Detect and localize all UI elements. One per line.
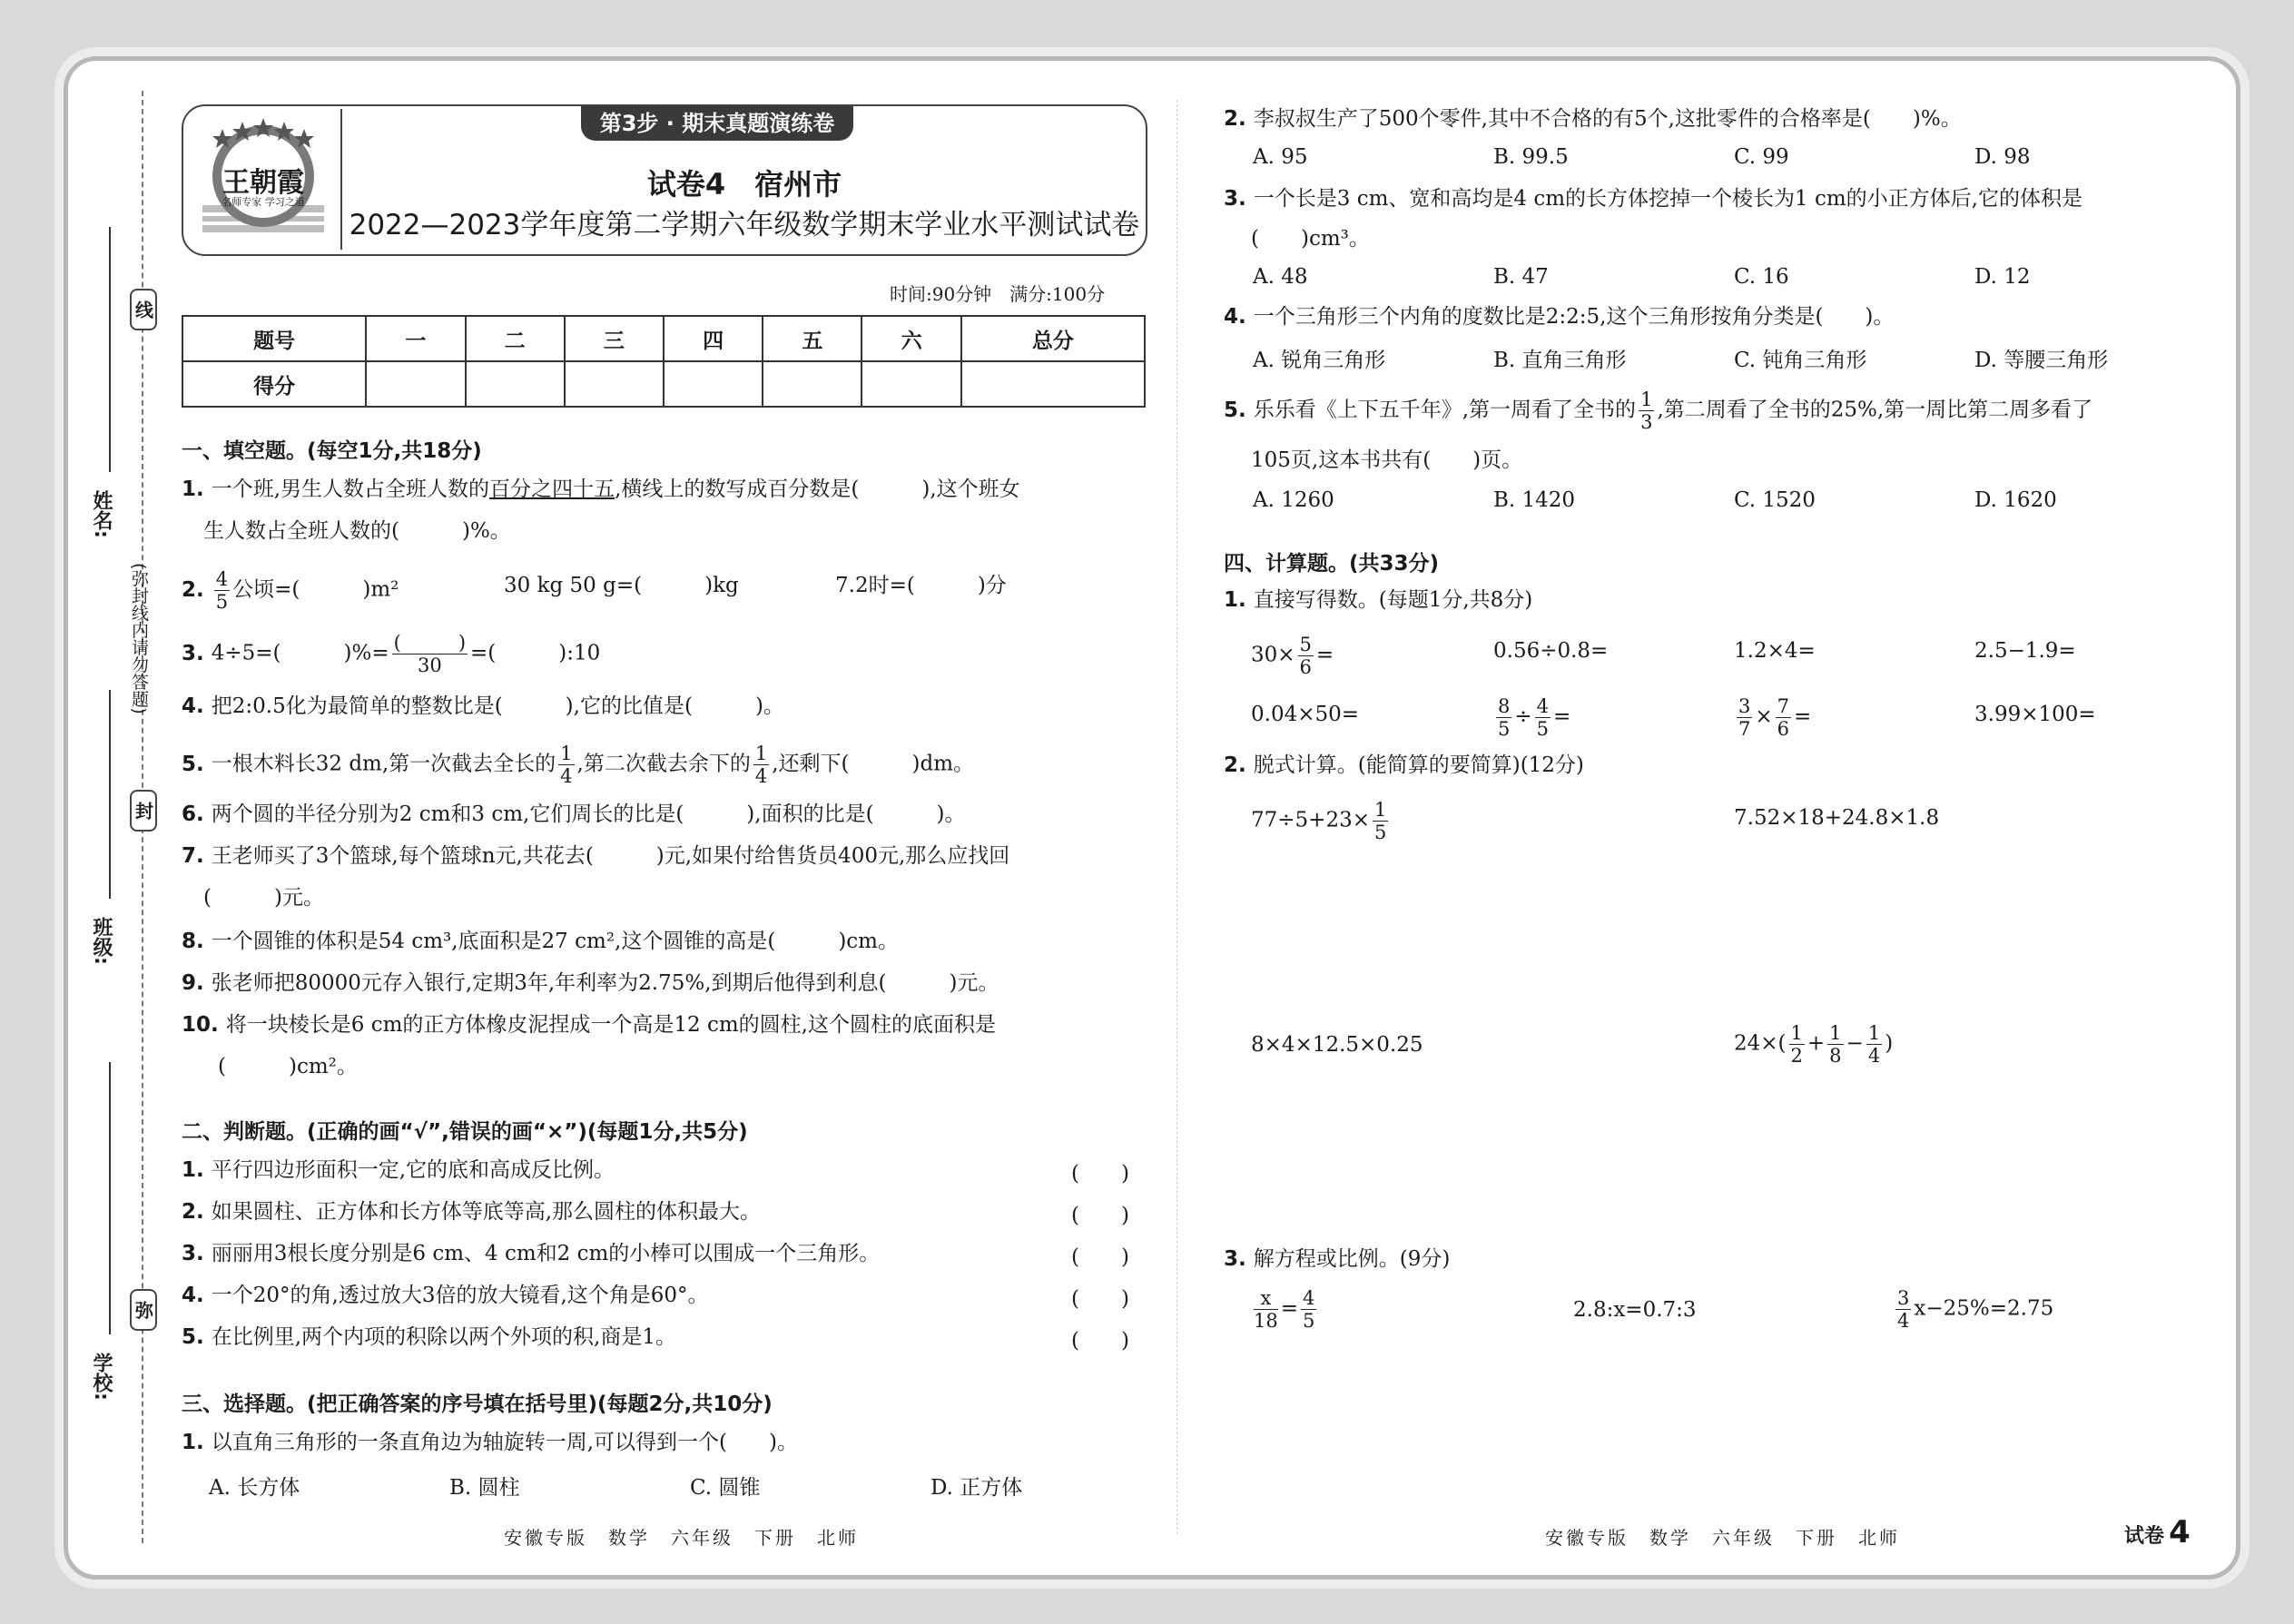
oral-calc-8: 3.99×100= (1974, 703, 2096, 726)
question-1-4 (182, 693, 784, 720)
question-text: 张老师把80000元存入银行,定期3年,年利率为2.75%,到期后他得到利息( )元。 (211, 971, 999, 995)
choice-option[interactable]: D. 正方体 (930, 1476, 1023, 1500)
calc-sub1-title (1224, 586, 1532, 614)
judge-item-4 (182, 1282, 709, 1309)
page-number: 4 (2169, 1514, 2191, 1550)
choice-option[interactable]: D. 12 (1974, 265, 2031, 289)
question-1-10-cont: ( )cm²。 (218, 1055, 358, 1078)
judge-item-1 (182, 1156, 615, 1184)
score-cell[interactable] (861, 361, 960, 407)
score-cell[interactable] (466, 361, 565, 407)
fraction: $\frac{3}{4}$ (1897, 1287, 1910, 1332)
fraction: $\frac{3}{7}$ (1738, 695, 1751, 740)
question-number: 5. (182, 1325, 204, 1349)
choice-option[interactable]: C. 1520 (1734, 488, 1816, 512)
equation-1: $\frac{x}{18}$ = $\frac{4}{5}$ (1254, 1287, 1315, 1332)
question-1-2c: 7.2时=( )分 (835, 574, 1007, 597)
section2-title: 二、判断题。(正确的画“√”,错误的画“×”)(每题1分,共5分) (182, 1120, 748, 1144)
judge-item-5 (182, 1324, 676, 1351)
score-header-cell: 二 (466, 316, 565, 361)
binding-mark-line: 线 (130, 289, 157, 330)
step-calc-1: 77÷5+23× $\frac{1}{5}$ (1251, 799, 1387, 843)
question-text: 乐乐看《上下五千年》,第一周看了全书的 (1253, 398, 1637, 422)
section1-title: 一、填空题。(每空1分,共18分) (182, 439, 482, 463)
question-number: 8. (182, 930, 204, 953)
score-header-cell: 三 (565, 316, 664, 361)
choice-option[interactable]: D. 等腰三角形 (1974, 349, 2109, 372)
choice-option[interactable]: A. 95 (1253, 145, 1308, 169)
footer-left: 安徽专版 数学 六年级 下册 北师 (504, 1527, 859, 1549)
question-text: =( ):10 (470, 641, 601, 665)
question-1-5 (182, 743, 974, 787)
score-table-header-row (182, 316, 1145, 361)
binding-mark-seal: 封 (130, 790, 157, 832)
judge-item-3 (182, 1240, 880, 1267)
question-number: 3. (182, 1242, 204, 1265)
question-text: 一个20°的角,透过放大3倍的放大镜看,这个角是60°。 (211, 1284, 709, 1307)
question-text: 把2:0.5化为最简单的整数比是( ),它的比值是( )。 (211, 694, 784, 718)
fraction: $\frac{5}{6}$ (1299, 634, 1312, 678)
score-header-cell: 六 (861, 316, 960, 361)
question-text: 李叔叔生产了500个零件,其中不合格的有5个,这批零件的合格率是( )%。 (1253, 107, 1962, 131)
question-number: 2. (1224, 107, 1246, 131)
choice-option[interactable]: D. 1620 (1974, 488, 2057, 512)
step-banner: 第3步 · 期末真题演练卷 (581, 106, 853, 141)
question-text: 在比例里,两个内项的积除以两个外项的积,商是1。 (211, 1325, 677, 1349)
question-text: 脱式计算。(能简算的要简算)(12分) (1253, 753, 1584, 777)
choice-option[interactable]: B. 47 (1493, 265, 1549, 289)
fraction: $\frac{4}{5}$ (1536, 695, 1550, 740)
question-1-2 (182, 568, 399, 613)
question-text: 两个圆的半径分别为2 cm和3 cm,它们周长的比是( ),面积的比是( )。 (211, 802, 966, 826)
question-number: 4. (182, 1284, 204, 1307)
question-number: 9. (182, 971, 204, 995)
score-table (182, 315, 1146, 408)
question-1-3 (182, 632, 600, 676)
choice-option[interactable]: A. 48 (1253, 265, 1308, 289)
choice-question-3 (1224, 185, 2082, 212)
choice-option[interactable]: B. 直角三角形 (1493, 349, 1627, 372)
paper-title: 2022—2023学年度第二学期六年级数学期末学业水平测试试卷 (349, 209, 1140, 241)
fraction: $\frac{1}{2}$ (1790, 1022, 1803, 1067)
fraction: $\frac{4}{5}$ (1303, 1287, 1315, 1332)
fraction: $\frac{1}{8}$ (1829, 1022, 1842, 1067)
fraction: $\frac{( )}{30}$ (393, 632, 467, 676)
score-header-cell: 一 (366, 316, 465, 361)
choice-question-2 (1224, 105, 1962, 133)
question-text: 以直角三角形的一条直角边为轴旋转一周,可以得到一个( )。 (211, 1431, 799, 1454)
question-number: 5. (1224, 398, 1246, 422)
fraction: $\frac{1}{4}$ (1867, 1022, 1881, 1067)
page-label-text: 试卷 (2124, 1525, 2165, 1548)
oral-calc-6: $\frac{8}{5}$ ÷ $\frac{4}{5}$ = (1498, 695, 1571, 740)
oral-calc-4: 2.5−1.9= (1974, 639, 2076, 663)
school-label: 学校: (90, 1353, 113, 1401)
choice-option[interactable]: A. 1260 (1253, 488, 1334, 512)
header-divider (340, 109, 342, 250)
fraction: $\frac{x}{18}$ (1254, 1287, 1278, 1332)
question-text: 王老师买了3个篮球,每个篮球n元,共花去( )元,如果付给售货员400元,那么应找回 (211, 844, 1010, 868)
fraction: $\frac{7}{6}$ (1777, 695, 1790, 740)
binding-mark-close: 弥 (130, 1289, 157, 1331)
question-text: 4÷5=( )%= (211, 641, 389, 665)
score-cell[interactable] (664, 361, 763, 407)
score-cell[interactable] (763, 361, 861, 407)
question-1-9 (182, 969, 999, 997)
question-number: 1. (1224, 588, 1246, 612)
choice-option[interactable]: B. 1420 (1493, 488, 1576, 512)
choice-option[interactable]: D. 98 (1974, 145, 2031, 169)
fraction: $\frac{1}{3}$ (1640, 389, 1653, 433)
answer-paren[interactable]: ( ) (1071, 1329, 1129, 1353)
choice-option[interactable]: A. 长方体 (209, 1476, 300, 1500)
oral-calc-7: $\frac{3}{7}$ × $\frac{7}{6}$ = (1738, 695, 1812, 740)
score-table-score-row (182, 361, 1145, 407)
question-text: 一个三角形三个内角的度数比是2:2:5,这个三角形按角分类是( )。 (1253, 305, 1895, 329)
question-number: 10. (182, 1013, 219, 1037)
score-cell[interactable] (366, 361, 465, 407)
question-text: 丽丽用3根长度分别是6 cm、4 cm和2 cm的小棒可以围成一个三角形。 (211, 1242, 881, 1265)
question-number: 2. (182, 1200, 204, 1224)
class-blank[interactable] (109, 690, 111, 899)
choice-option[interactable]: C. 圆锥 (690, 1476, 761, 1500)
question-number: 5. (182, 752, 204, 776)
step-calc-2: 7.52×18+24.8×1.8 (1734, 806, 1940, 830)
oral-calc-2: 0.56÷0.8= (1493, 639, 1609, 663)
fraction: $\frac{8}{5}$ (1498, 695, 1511, 740)
choice-question-4 (1224, 303, 1894, 330)
question-text: 一根木料长32 dm,第一次截去全长的 (211, 752, 556, 776)
question-text: ,第二周看了全书的25%,第一周比第二周多看了 (1657, 398, 2093, 422)
class-label: 班级: (90, 917, 113, 965)
choice-question-5 (1224, 389, 2092, 433)
choice-question-1 (182, 1429, 798, 1456)
calc-sub2-title (1224, 752, 1584, 779)
oral-calc-3: 1.2×4= (1734, 639, 1816, 663)
question-number: 2. (182, 577, 204, 602)
equation-2: 2.8:x=0.7:3 (1573, 1298, 1697, 1322)
oral-calc-5: 0.04×50= (1251, 703, 1360, 726)
choice-option[interactable]: B. 圆柱 (449, 1476, 520, 1500)
question-number: 7. (182, 844, 204, 868)
question-number: 6. (182, 802, 204, 826)
fraction: $\frac{1}{4}$ (560, 743, 573, 787)
choice-option[interactable]: C. 99 (1734, 145, 1789, 169)
logo-text: 王朝霞 (222, 167, 304, 199)
question-text: 直接写得数。(每题1分,共8分) (1253, 588, 1533, 612)
name-label: 姓名: (90, 490, 113, 538)
question-1-8 (182, 928, 899, 955)
question-1-10 (182, 1011, 996, 1038)
answer-paren[interactable]: ( ) (1071, 1245, 1129, 1269)
question-text: 如果圆柱、正方体和长方体等底等高,那么圆柱的体积最大。 (211, 1200, 762, 1224)
score-cell[interactable] (565, 361, 664, 407)
binding-strip (0, 0, 154, 1624)
question-1-1 (182, 476, 1020, 503)
equation-3: $\frac{3}{4}$ x−25%=2.75 (1897, 1287, 2054, 1332)
answer-paren[interactable]: ( ) (1071, 1162, 1129, 1186)
question-text: 解方程或比例。(9分) (1253, 1247, 1451, 1271)
choice-option[interactable]: C. 钝角三角形 (1734, 349, 1867, 372)
fraction: $\frac{1}{5}$ (1373, 799, 1387, 843)
question-text: 一个圆锥的体积是54 cm³,底面积是27 cm²,这个圆锥的高是( )cm。 (211, 930, 899, 953)
paper-number: 试卷4 (646, 167, 726, 202)
logo-seal (195, 118, 331, 245)
choice-question-5-cont: 105页,这本书共有( )页。 (1251, 448, 1523, 472)
oral-calc-1: 30× $\frac{5}{6}$ = (1251, 634, 1334, 678)
question-number: 1. (182, 1158, 204, 1182)
question-number: 3. (1224, 1247, 1246, 1271)
question-text: 一个班,男生人数占全班人数的 (211, 477, 490, 501)
question-text: ,第二次截去余下的 (576, 752, 751, 776)
question-text: 一个长是3 cm、宽和高均是4 cm的长方体挖掉一个棱长为1 cm的小正方体后,它的体积是 (1253, 187, 2082, 211)
answer-paren[interactable]: ( ) (1071, 1287, 1129, 1311)
question-1-2b: 30 kg 50 g=( )kg (504, 574, 739, 597)
question-number: 4. (182, 694, 204, 718)
step-calc-3: 8×4×12.5×0.25 (1251, 1033, 1423, 1057)
choice-option[interactable]: B. 99.5 (1493, 145, 1569, 169)
question-text: 将一块棱长是6 cm的正方体橡皮泥捏成一个高是12 cm的圆柱,这个圆柱的底面积是 (225, 1013, 996, 1037)
question-number: 4. (1224, 305, 1246, 329)
score-header-cell: 题号 (182, 316, 366, 361)
question-1-7-cont: ( )元。 (203, 886, 324, 910)
score-cell[interactable] (961, 361, 1145, 407)
calc-sub3-title (1224, 1245, 1450, 1273)
fraction: $\frac{1}{4}$ (754, 743, 768, 787)
question-text: ,还剩下( )dm。 (772, 752, 975, 776)
choice-question-3-cont: ( )cm³。 (1251, 227, 1370, 251)
score-header-cell: 五 (763, 316, 861, 361)
score-row-label: 得分 (182, 361, 366, 407)
question-1-1-cont: 生人数占全班人数的( )%。 (203, 519, 511, 543)
question-number: 1. (182, 477, 204, 501)
choice-option[interactable]: A. 锐角三角形 (1253, 349, 1386, 372)
score-header-cell: 总分 (961, 316, 1145, 361)
time-info: 时间:90分钟 满分:100分 (890, 283, 1106, 305)
name-blank[interactable] (109, 227, 111, 472)
judge-item-2 (182, 1198, 761, 1225)
answer-paren[interactable]: ( ) (1071, 1204, 1129, 1227)
footer-right: 安徽专版 数学 六年级 下册 北师 (1545, 1527, 1900, 1549)
question-1-7 (182, 842, 1009, 870)
paper-city: 宿州市 (754, 167, 842, 202)
binding-hint: (弥封线内请勿答题) (129, 563, 149, 714)
step-calc-4: 24×( $\frac{1}{2}$ + $\frac{1}{8}$ − $\frac{1}{4}$ ) (1734, 1022, 1894, 1067)
choice-option[interactable]: C. 16 (1734, 265, 1789, 289)
question-number: 3. (1224, 187, 1246, 211)
underlined-text: 百分之四十五 (489, 477, 615, 501)
question-1-6 (182, 801, 966, 828)
question-number: 3. (182, 641, 204, 665)
section3-title: 三、选择题。(把正确答案的序号填在括号里)(每题2分,共10分) (182, 1393, 773, 1416)
question-text: 平行四边形面积一定,它的底和高成反比例。 (211, 1158, 615, 1182)
school-blank[interactable] (109, 1062, 111, 1334)
question-text: 公顷=( )m² (232, 577, 399, 602)
page-label (2124, 1514, 2191, 1550)
paper-title-row (345, 162, 1144, 203)
score-header-cell: 四 (664, 316, 763, 361)
question-number: 2. (1224, 753, 1246, 777)
section4-title: 四、计算题。(共33分) (1224, 552, 1440, 576)
question-number: 1. (182, 1431, 204, 1454)
fraction: $\frac{4}{5}$ (215, 568, 229, 613)
logo-subtext: 名师专家 学习之道 (222, 196, 305, 208)
question-text: ,横线上的数写成百分数是( ),这个班女 (615, 477, 1020, 501)
